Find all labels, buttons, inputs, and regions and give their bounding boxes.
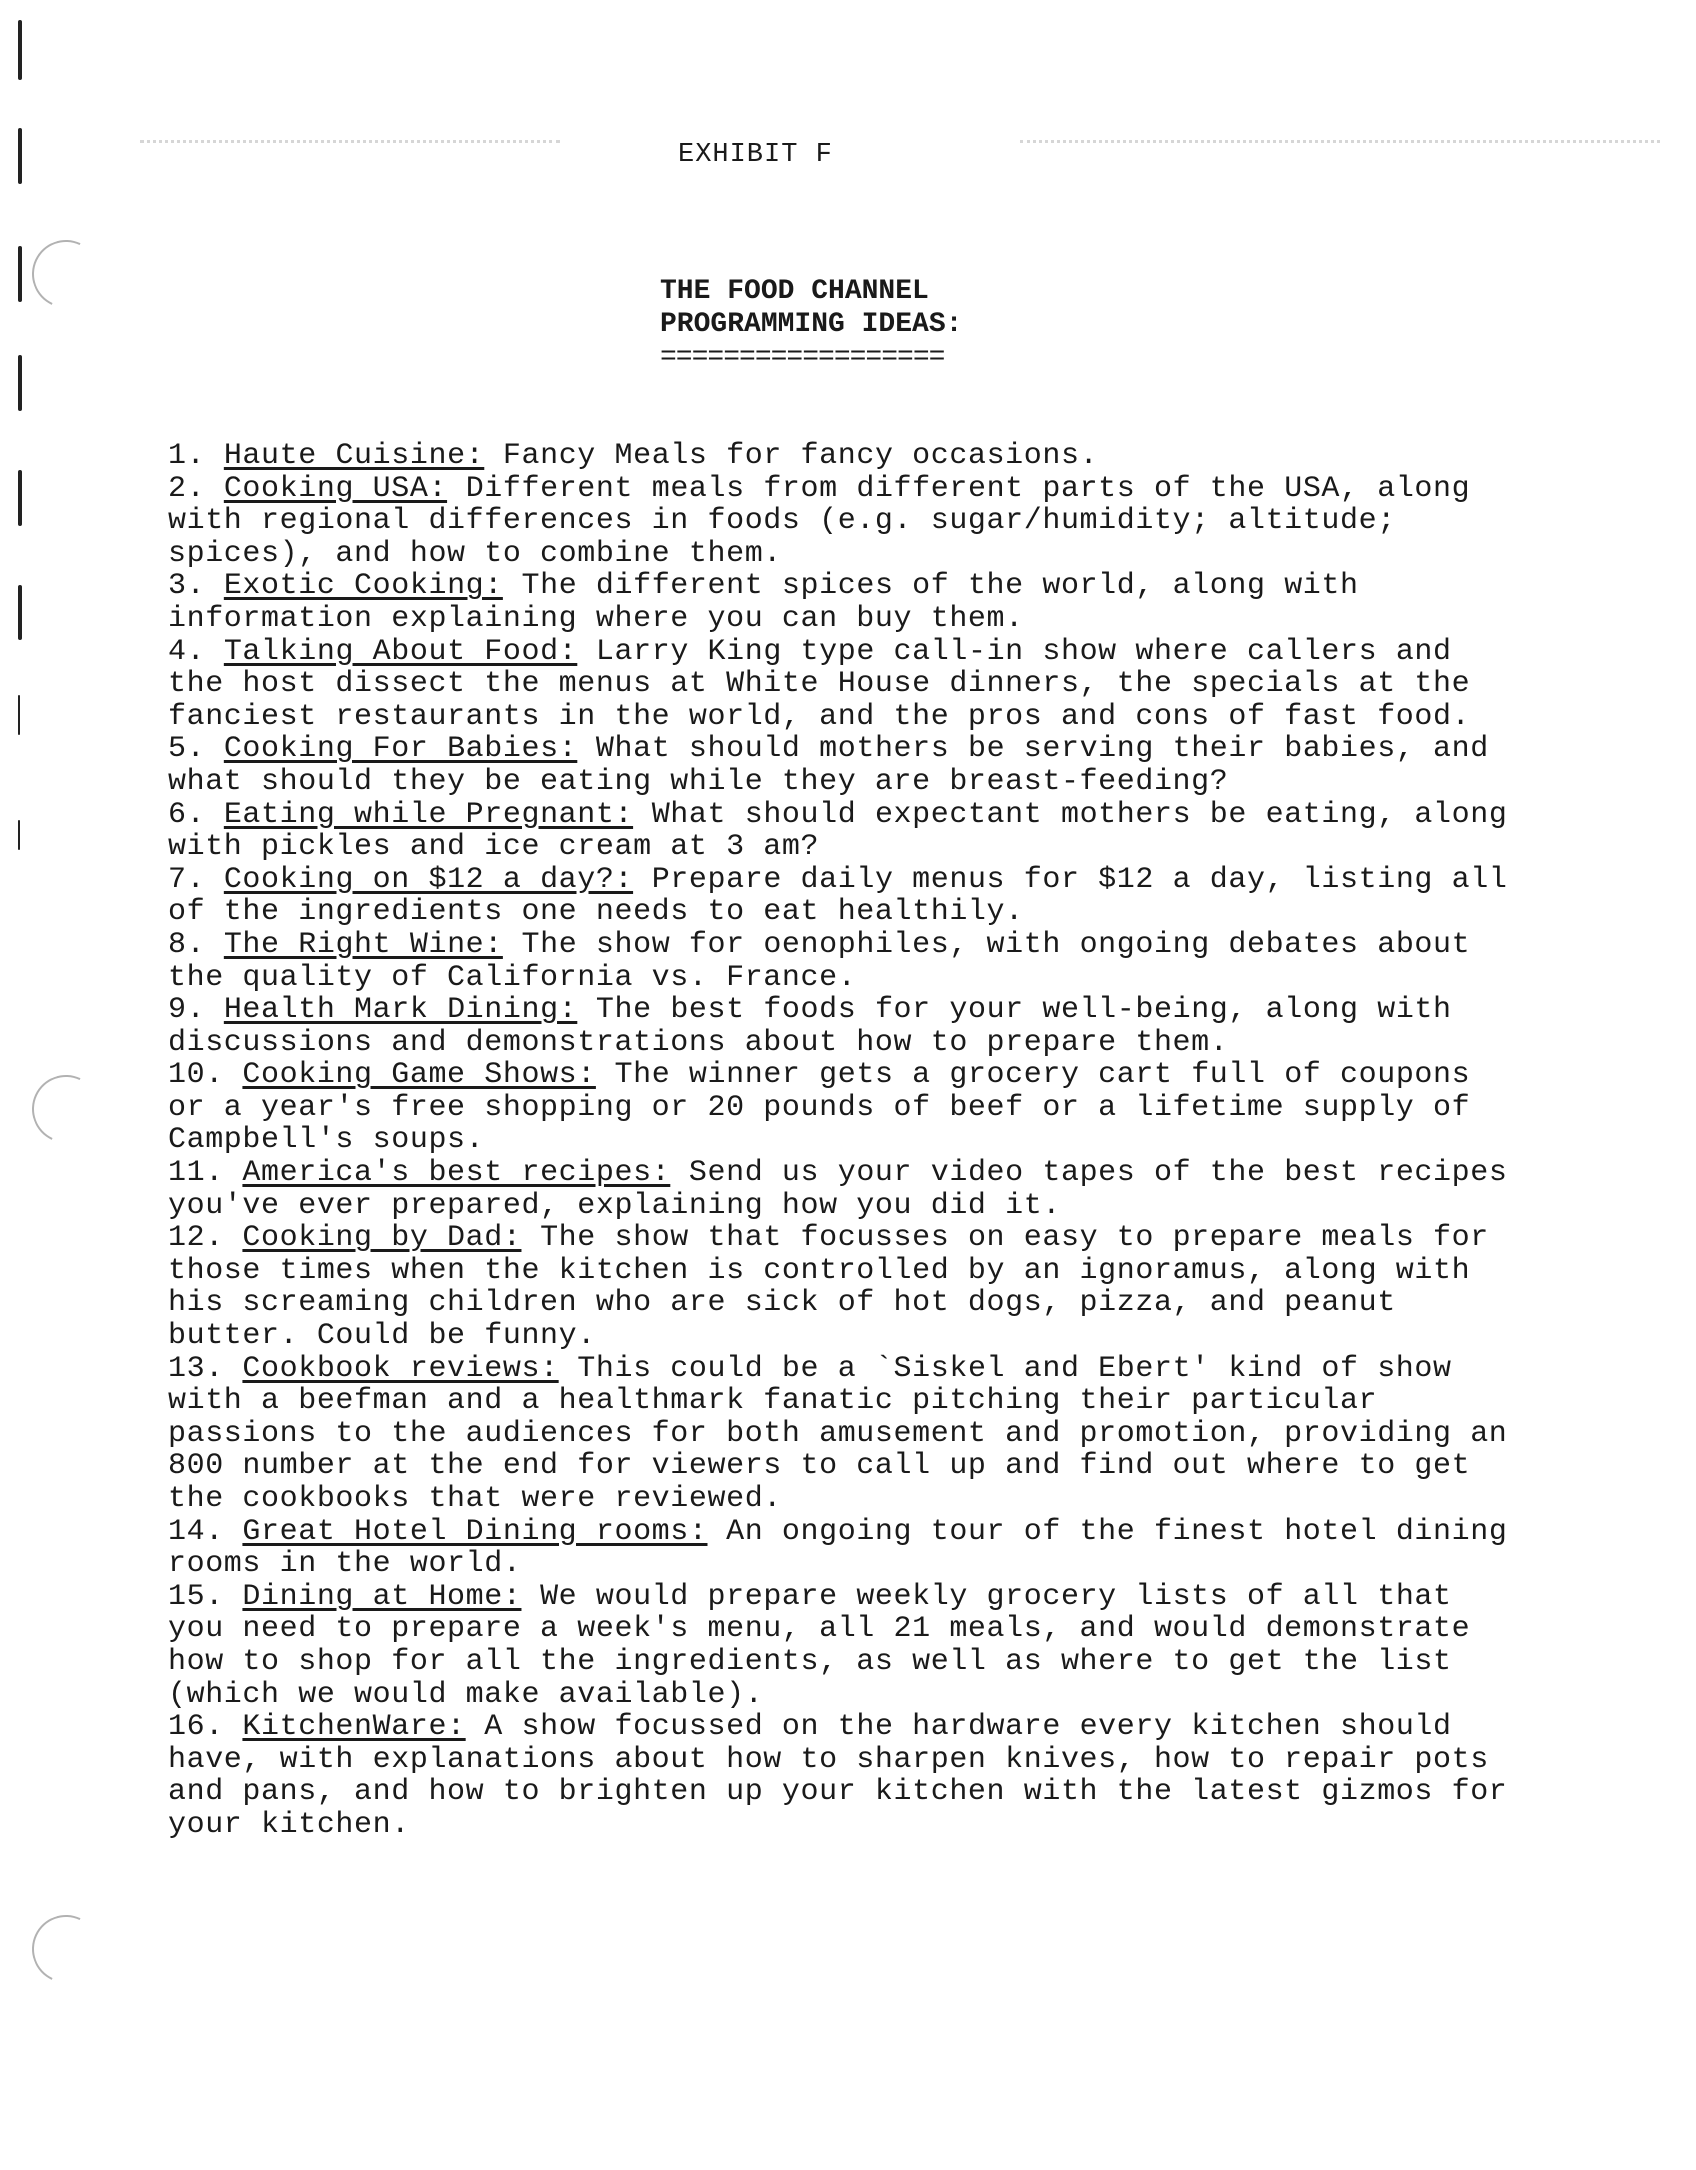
punch-hole-top bbox=[22, 230, 109, 317]
item-number: 16. bbox=[168, 1710, 224, 1745]
list-item bbox=[168, 1157, 1508, 1222]
list-item bbox=[168, 473, 1508, 571]
item-number: 9. bbox=[168, 993, 206, 1028]
item-title: Cooking on $12 a day?: bbox=[223, 862, 634, 897]
list-item bbox=[168, 864, 1508, 929]
list-item bbox=[168, 1516, 1508, 1581]
scan-edge-mark bbox=[18, 246, 22, 302]
item-text: Larry King type call-in show where callers and the host dissect the menus at White House dinners, the specials at the fanciest restaurants in the world, and the pros and cons of fast food. bbox=[168, 634, 1471, 734]
item-text: The different spices of the world, along with information explaining where you can buy them. bbox=[168, 569, 1359, 636]
item-text: Prepare daily menus for $12 a day, listing all of the ingredients one needs to eat healthily. bbox=[168, 862, 1508, 930]
list-item bbox=[168, 1222, 1508, 1352]
scan-edge-mark bbox=[18, 820, 20, 850]
item-text: The show for oenophiles, with ongoing debates about the quality of California vs. France. bbox=[168, 927, 1471, 995]
scan-dots bbox=[1020, 140, 1660, 147]
item-title: Cooking USA: bbox=[223, 471, 448, 506]
item-text: A show focussed on the hardware every kitchen should have, with explanations about how to sharpen knives, how to repair pots and pans, and how to brighten up your kitchen with the latest gizmos for your kitchen. bbox=[168, 1710, 1508, 1842]
item-number: 2. bbox=[168, 471, 206, 506]
list-item bbox=[168, 1353, 1508, 1516]
scan-edge-mark bbox=[18, 470, 22, 526]
item-title: Health Mark Dining: bbox=[223, 993, 578, 1028]
item-title: Exotic Cooking: bbox=[223, 569, 503, 604]
item-title: Cooking by Dad: bbox=[242, 1221, 522, 1256]
document-heading bbox=[660, 275, 962, 374]
item-text: What should mothers be serving their babies, and what should they be eating while they are breast-feeding? bbox=[168, 732, 1489, 799]
heading-line-2: PROGRAMMING IDEAS: bbox=[660, 309, 963, 340]
list-item bbox=[168, 994, 1508, 1059]
item-text: Send us your video tapes of the best recipes you've ever prepared, explaining how you did it. bbox=[168, 1156, 1508, 1223]
scan-edge-mark bbox=[18, 695, 20, 735]
item-number: 13. bbox=[168, 1351, 224, 1386]
item-title: KitchenWare: bbox=[242, 1710, 466, 1745]
punch-hole-bottom bbox=[22, 1905, 109, 1992]
item-number: 4. bbox=[168, 634, 206, 669]
list-item bbox=[168, 1581, 1508, 1711]
list-item bbox=[168, 799, 1508, 864]
item-text: Different meals from different parts of the USA, along with regional differences in foods (e.g. sugar/humidity; altitude; spices), and how to combine them. bbox=[168, 471, 1471, 571]
item-number: 8. bbox=[168, 927, 206, 962]
scan-edge-mark bbox=[18, 585, 22, 640]
item-number: 15. bbox=[168, 1579, 224, 1614]
list-item bbox=[168, 636, 1508, 734]
item-text: Fancy Meals for fancy occasions. bbox=[502, 439, 1099, 473]
item-title: America's best recipes: bbox=[242, 1156, 671, 1191]
item-number: 1. bbox=[168, 439, 206, 473]
item-title: Eating while Pregnant: bbox=[223, 797, 634, 832]
scan-edge-mark bbox=[18, 355, 22, 411]
item-title: Talking About Food: bbox=[223, 634, 578, 669]
item-text: This could be a `Siskel and Ebert' kind of show with a beefman and a healthmark fanatic pitching their particular passions to the audiences for both amusement and promotion, providing an 800 number at the end for viewers to call up and find out where to get the cookbooks that were reviewed. bbox=[168, 1351, 1508, 1516]
exhibit-label: EXHIBIT F bbox=[678, 140, 833, 170]
item-text: The best foods for your well-being, along with discussions and demonstrations about how to prepare them. bbox=[168, 993, 1452, 1060]
item-text: An ongoing tour of the finest hotel dining rooms in the world. bbox=[168, 1514, 1508, 1582]
list-item bbox=[168, 929, 1508, 994]
item-number: 12. bbox=[168, 1221, 224, 1256]
punch-hole-middle bbox=[22, 1065, 109, 1152]
item-number: 3. bbox=[168, 569, 206, 604]
list-item bbox=[168, 570, 1508, 635]
item-number: 7. bbox=[168, 862, 206, 897]
item-title: Great Hotel Dining rooms: bbox=[242, 1514, 708, 1549]
item-title: Haute Cuisine: bbox=[223, 439, 485, 473]
scan-edge-mark bbox=[18, 20, 22, 80]
item-title: Cookbook reviews: bbox=[242, 1351, 559, 1386]
scan-edge-mark bbox=[18, 128, 22, 184]
list-item bbox=[168, 440, 1508, 473]
item-title: Dining at Home: bbox=[242, 1579, 522, 1614]
item-number: 14. bbox=[168, 1514, 224, 1549]
item-number: 6. bbox=[168, 797, 206, 832]
item-number: 10. bbox=[168, 1058, 224, 1093]
list-item bbox=[168, 1711, 1508, 1841]
item-text: The show that focusses on easy to prepare meals for those times when the kitchen is controlled by an ignoramus, along with his screaming children who are sick of hot dogs, pizza, and peanut butter. Could be funny. bbox=[168, 1221, 1489, 1354]
item-number: 5. bbox=[168, 732, 206, 767]
item-text: What should expectant mothers be eating, along with pickles and ice cream at 3 am? bbox=[168, 797, 1508, 865]
list-item bbox=[168, 1059, 1508, 1157]
item-title: Cooking For Babies: bbox=[223, 732, 578, 767]
scan-dots bbox=[140, 140, 560, 147]
item-title: Cooking Game Shows: bbox=[242, 1058, 596, 1093]
item-number: 11. bbox=[168, 1156, 224, 1191]
programming-ideas-list bbox=[168, 440, 1508, 1842]
item-text: The winner gets a grocery cart full of coupons or a year's free shopping or 20 pounds of beef or a lifetime supply of Campbell's soups. bbox=[168, 1058, 1471, 1158]
heading-underline-rule: ================== bbox=[660, 342, 945, 373]
item-title: The Right Wine: bbox=[223, 927, 503, 962]
heading-line-1: THE FOOD CHANNEL bbox=[660, 276, 929, 307]
item-text: We would prepare weekly grocery lists of all that you need to prepare a week's menu, all 21 meals, and would demonstrate how to shop for all the ingredients, as well as where to get the list (which we would make available). bbox=[168, 1579, 1471, 1712]
list-item bbox=[168, 733, 1508, 798]
